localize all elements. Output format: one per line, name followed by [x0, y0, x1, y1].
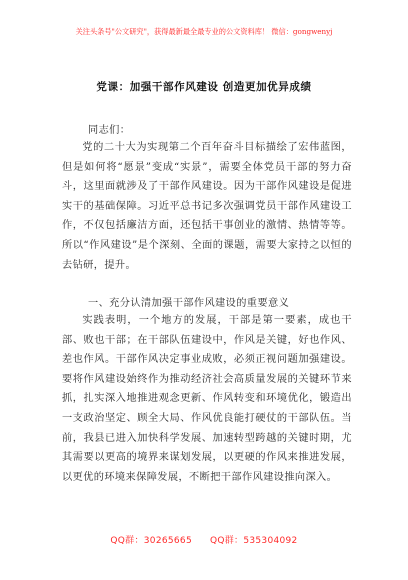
salutation: 同志们： [88, 125, 131, 136]
body-paragraph-intro-block [62, 138, 352, 275]
header-promo-banner: 关注头条号"公文研究"，获得最新最全最专业的公文资料库！ 微信：gongwenyj [75, 27, 333, 36]
document-title: 党课：加强干部作风建设 创造更加优异成绩 [96, 81, 312, 93]
body-paragraph-intro: 党的二十大为实现第二个百年奋斗目标描绘了宏伟蓝图，但是如何将“愿景”变成“实景”，需要全体党员干部的努力奋斗，这里面就涉及了干部作风建设。因为干部作风建设是促进实干的基础保障。习近平总书记多次强调党员干部作风建设工作，不仅包括廉洁方面，还包括干事创业的激情、热情等等。所以“作风建设”是个深刻、全面的课题，需要大家持之以恒的去钻研，提升。 [62, 142, 352, 271]
footer-qq-group-1: QQ群：30265665 [110, 536, 192, 546]
footer-qq-group-2: QQ群：535304092 [209, 536, 298, 546]
body-paragraph-section-1: 实践表明，一个地方的发展，干部是第一要素，成也干部、败也干部；在干部队伍建设中，作风是关键，好也作风、差也作风。干部作风决定事业成败，必须正视问题加强建设。要将作风建设始终作为推动经济社会高质量发展的关键环节来抓，扎实深入地推进观念更新、作风转变和环境优化，锻造出一支政治坚定、顾全大局、作风优良能打硬仗的干部队伍。当前，我县已进入加快科学发展、加速转型跨越的关键时期，尤其需要以更高的境界来谋划发展，以更硬的作风来推进发展，以更优的环境来保障发展，不断把干部作风建设推向深入。 [62, 315, 352, 483]
body-paragraph-section-1-block [62, 311, 352, 487]
section-heading-1: 一、充分认清加强干部作风建设的重要意义 [88, 298, 290, 309]
footer-qq-banner [0, 533, 408, 546]
